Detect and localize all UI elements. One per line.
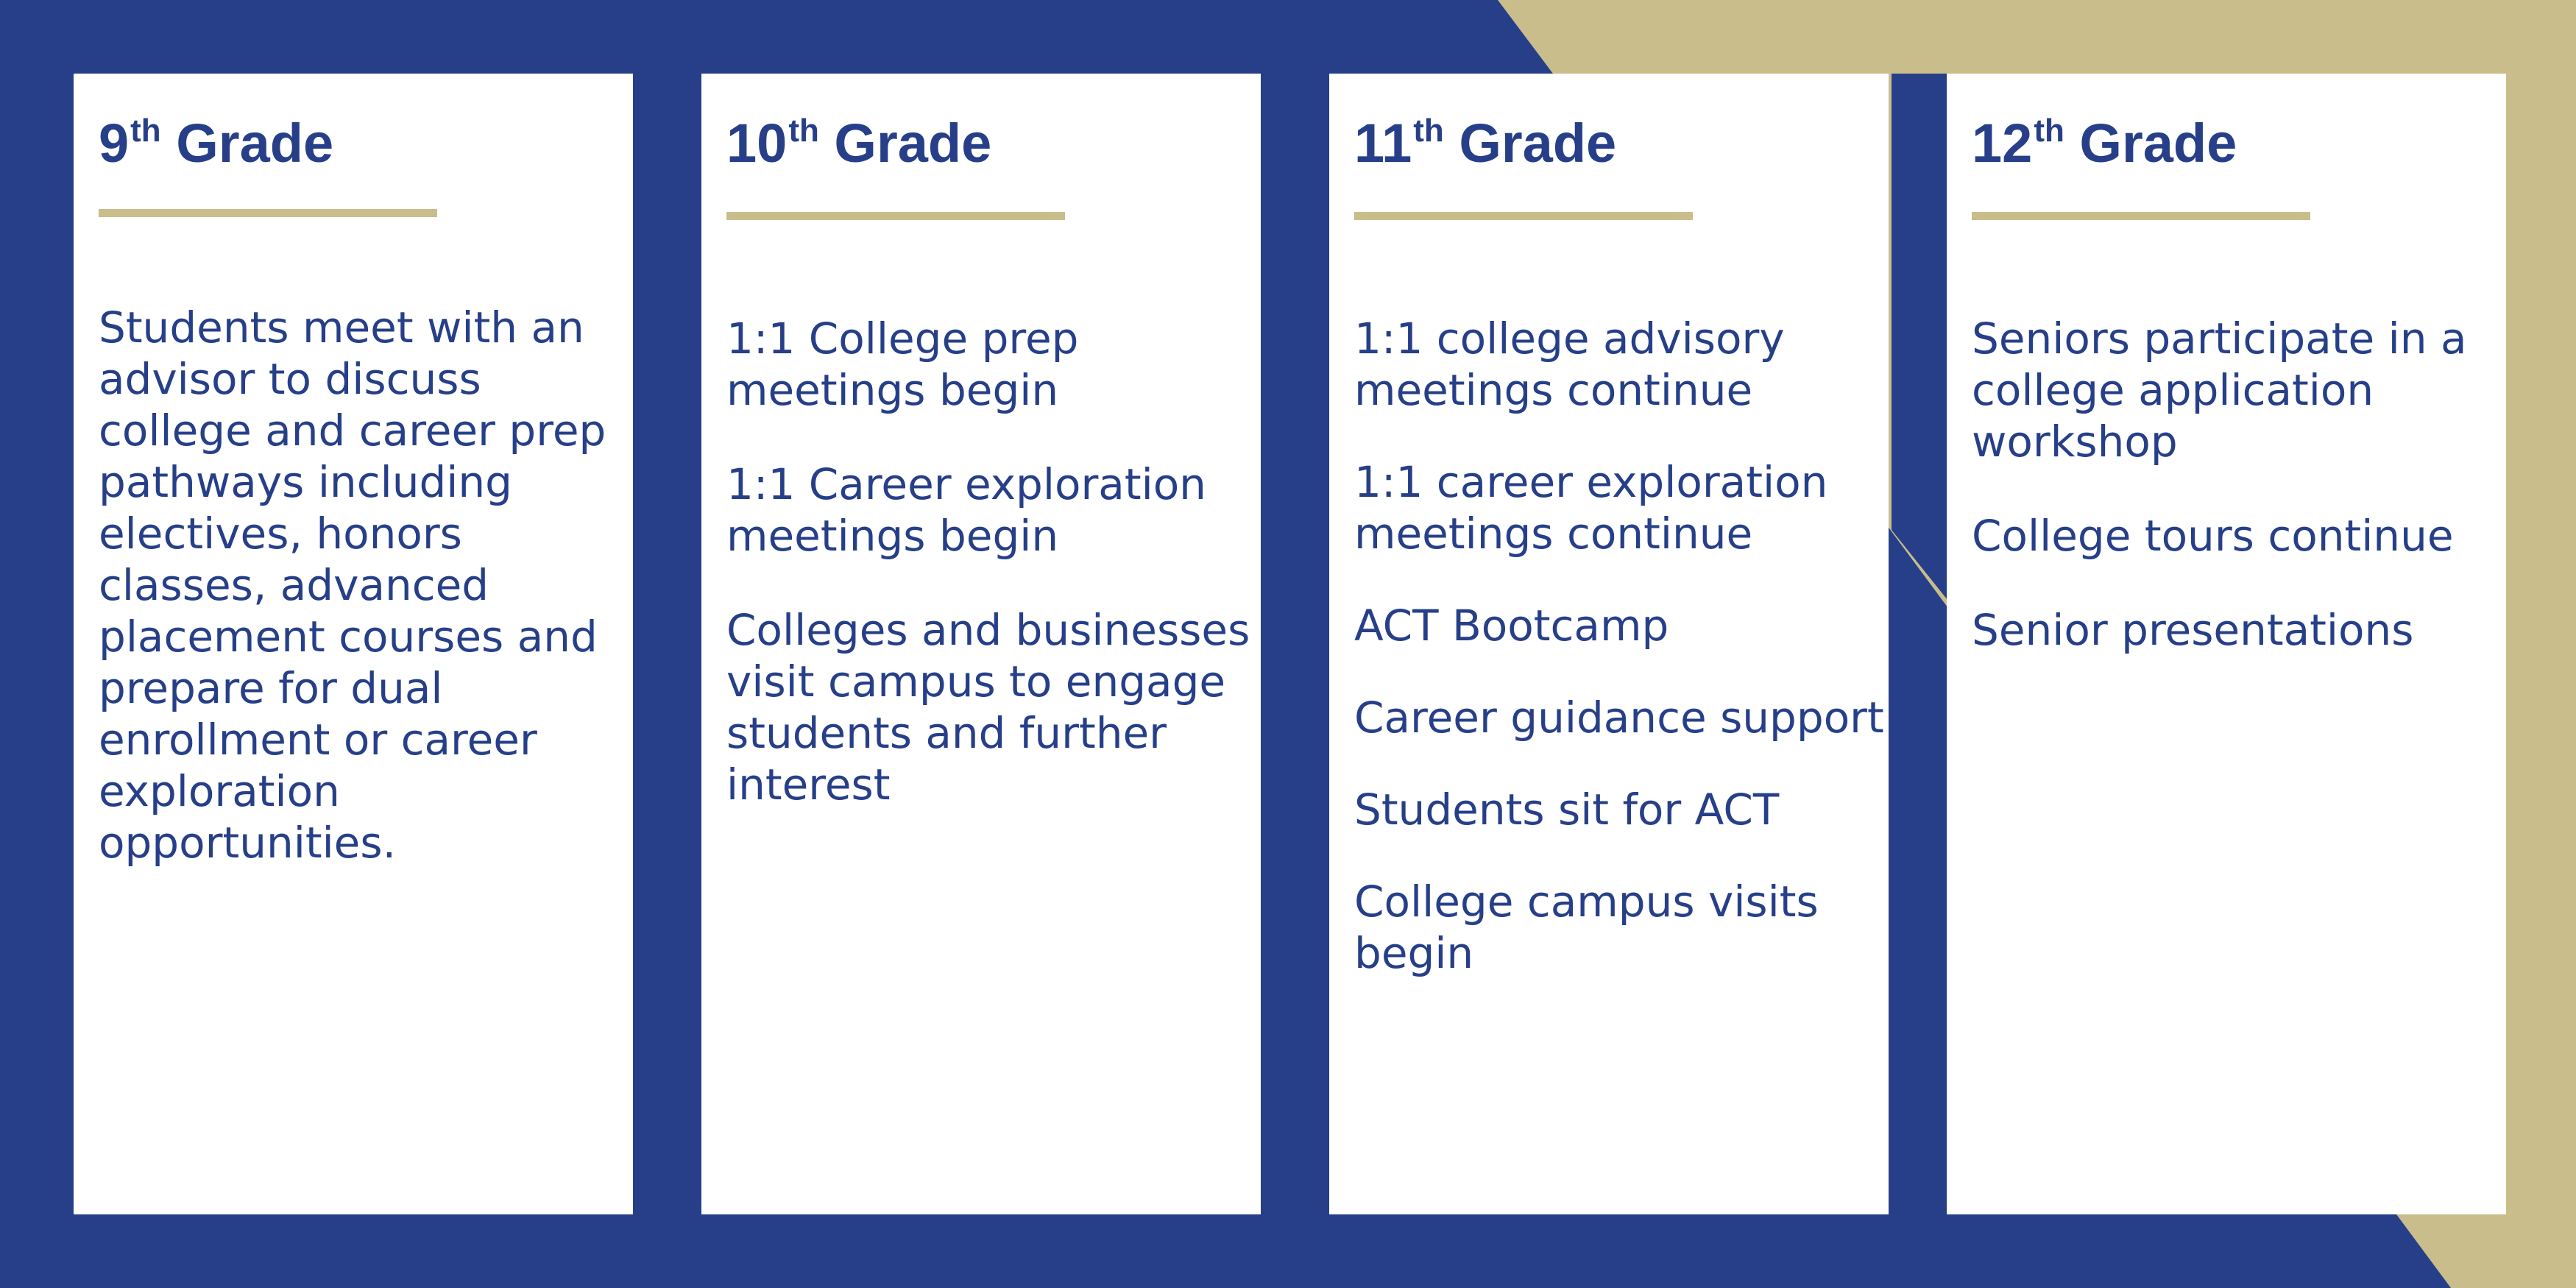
grade-number: 9 xyxy=(99,113,130,174)
grade-9-heading xyxy=(99,113,334,174)
list-item: 1:1 Career exploration meetings begin xyxy=(726,459,1206,561)
grade-suffix: th xyxy=(788,113,819,149)
list-item: Students sit for ACT xyxy=(1354,785,1780,835)
grade-suffix: th xyxy=(130,113,161,149)
grade-12-list xyxy=(1972,313,2502,698)
grade-word: Grade xyxy=(176,113,334,174)
list-item: College tours continue xyxy=(1972,511,2454,561)
list-item: College campus visits begin xyxy=(1354,877,1819,978)
grade-suffix: th xyxy=(1413,113,1444,149)
grade-11-card xyxy=(1329,74,1889,1214)
list-item: Career guidance support xyxy=(1354,693,1884,743)
grade-number: 11 xyxy=(1354,113,1412,174)
grade-9-description: Students meet with an advisor to discuss college and career prep pathways including electives, honors classes, advanced placement courses and prepare for dual enrollment or career exploration opportunities. xyxy=(99,302,606,868)
heading-underline xyxy=(726,212,1065,220)
grade-11-heading xyxy=(1354,113,1617,174)
grade-11-list xyxy=(1354,313,1884,1019)
list-item: Seniors participate in a college application workshop xyxy=(1972,314,2467,467)
grade-10-card xyxy=(701,74,1261,1214)
list-item: 1:1 College prep meetings begin xyxy=(726,314,1079,415)
list-item: 1:1 career exploration meetings continue xyxy=(1354,457,1828,559)
grade-word: Grade xyxy=(1459,113,1617,174)
grade-10-list xyxy=(726,313,1256,853)
list-item: Senior presentations xyxy=(1972,605,2414,655)
grade-12-heading xyxy=(1972,113,2237,174)
grade-word: Grade xyxy=(834,113,992,174)
list-item: ACT Bootcamp xyxy=(1354,601,1669,651)
heading-underline xyxy=(1354,212,1693,220)
grade-10-heading xyxy=(726,113,992,174)
list-item: Colleges and businesses visit campus to engage students and further interest xyxy=(726,605,1250,810)
grade-9-card xyxy=(74,74,633,1214)
list-item: 1:1 college advisory meetings continue xyxy=(1354,314,1785,415)
grade-number: 10 xyxy=(726,113,788,174)
grade-number: 12 xyxy=(1972,113,2033,174)
grade-12-card xyxy=(1947,74,2506,1214)
heading-underline xyxy=(1972,212,2310,220)
grade-word: Grade xyxy=(2079,113,2237,174)
heading-underline xyxy=(99,209,437,217)
grade-suffix: th xyxy=(2034,113,2064,149)
navy-diagonal-cut xyxy=(1892,74,1950,604)
